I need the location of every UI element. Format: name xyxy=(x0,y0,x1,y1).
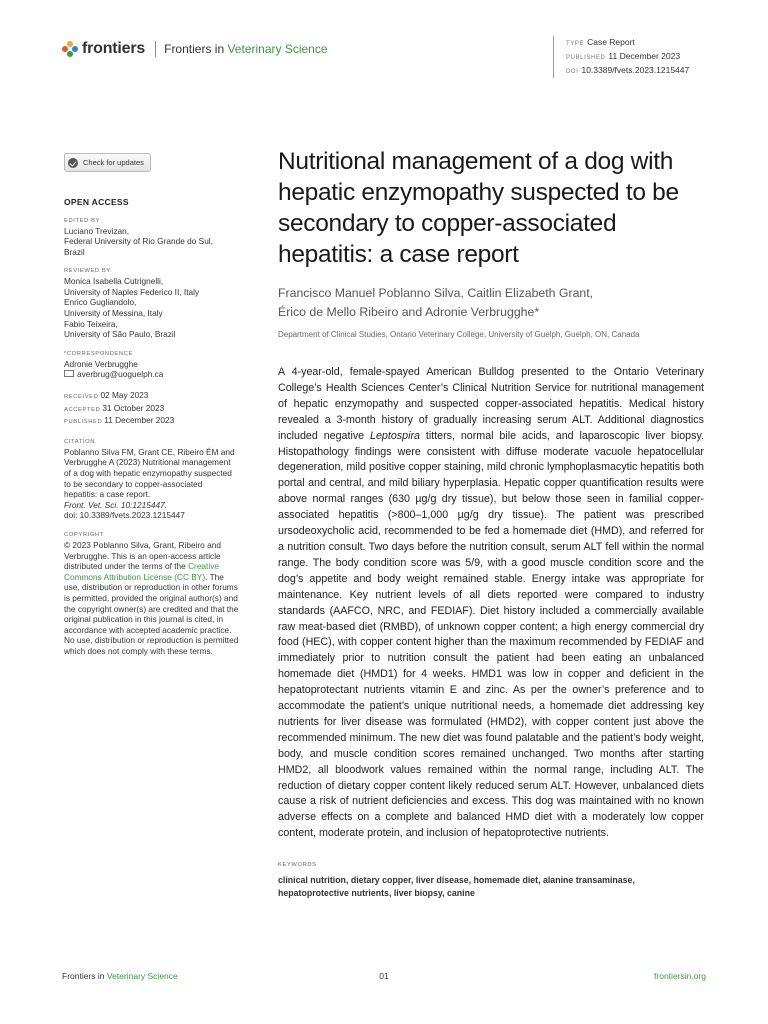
meta-doi[interactable]: DOI 10.3389/fvets.2023.1215447 xyxy=(566,65,690,75)
correspondence-label: *CORRESPONDENCE xyxy=(64,350,133,357)
received-date: RECEIVED 02 May 2023 xyxy=(64,390,149,401)
page-footer xyxy=(62,971,706,985)
reviewed-by-label: REVIEWED BY xyxy=(64,268,111,275)
keywords-label: KEYWORDS xyxy=(278,862,317,869)
keywords: clinical nutrition, dietary copper, liver disease, homemade diet, alanine transaminase, hepatoprotective nutrients, liver biopsy, canine xyxy=(278,875,635,899)
published-date: PUBLISHED 11 December 2023 xyxy=(64,415,175,426)
cc-license-link[interactable]: Creative Commons Attribution License (CC BY) xyxy=(64,561,219,582)
journal-name[interactable] xyxy=(164,42,327,56)
article-main xyxy=(278,146,704,900)
citation-label: CITATION xyxy=(64,438,95,445)
sidebar xyxy=(64,153,244,657)
edited-by-label: EDITED BY xyxy=(64,217,101,224)
abstract: A 4-year-old, female-spayed American Bulldog presented to the Ontario Veterinary College’s Health Sciences Center’s Clinical Nutrition Service for nutritional management of hepatic enzymopathy and suspected copper-associated hepatitis. Medical history revealed a 3-month history of gradually increasing serum ALT. Additional diagnostics included negative Leptospira titters, normal bile acids, and laparoscopic liver biopsy. Histopathology findings were consistent with diffuse moderate vacuole hepatocellular degeneration, mild positive copper staining, mild chronic lymphoplasmacytic hepatitis both portal and central, and mild biliary hyperplasia. Hepatic copper quantification results were above normal ranges (630 µg/g dry tissue), but below those seen in familial copper-associated hepatitis (>800–1,000 µg/g dry tissue). The patient was prescribed ursodeoxycholic acid, recommended to be fed a homemade diet (HMD), and referred for a nutrition consult. Two days before the nutrition consult, serum ALT fell within the normal range. The body condition score was 5/9, with a good muscle condition score and the dog’s appetite and body weight remained stable. Energy intake was appropriate for maintenance. Key nutrient levels of all diets reported were compared to industry standards (AAFCO, NRC, and FEDIAF). Diet history included a commercially available raw meat-based diet (RMBD), of unknown copper content; a high energy commercial dry food (HEC), with copper content higher than the maximum recommended by FEDIAF and immediately prior to nutrition consult the patient had been eating an unbalanced homemade diet (HMD1) for 4 weeks. HMD1 was low in copper and deficient in the hepatoprotectant nutrients vitamin E and zinc. As per the owner’s preference and to accommodate the patient’s unique nutritional needs, a homemade diet addressing key nutrients for liver disease was formulated (HMD2), with copper content just above the recommended minimum. The new diet was found palatable and the patient’s body weight, body, and muscle condition scores remained unchanged. Two months after starting HMD2, all bloodwork values remained within the normal range, including ALT. The reduction of dietary copper content likely reduced serum ALT. However, unbalanced diets cause a risk of nutrient deficiencies and excess. This dog was maintained with no known adverse effects on a complete and balanced HMD diet with a moderately low copper content, moderate protein, and inclusion of hepatoprotective nutrients. xyxy=(278,366,704,840)
edited-by: Luciano Trevizan, Federal University of Rio Grande do Sul, Brazil xyxy=(64,225,213,257)
frontiers-logo[interactable] xyxy=(62,40,328,58)
page-number: 01 xyxy=(379,971,389,981)
copyright: © 2023 Poblanno Silva, Grant, Ribeiro and Verbrugghe. This is an open-access article distributed under the terms of the Creative Commons Attribution License (CC BY). The use, distribution or reproduction in other forums is permitted, provided the original author(s) and the copyright owner(s) are credited and that the original publication in this journal is cited, in accordance with accepted academic practice. No use, distribution or reproduction is permitted which does not comply with these terms. xyxy=(64,539,239,656)
footer-journal[interactable]: Frontiers in Veterinary Science xyxy=(62,971,178,981)
journal-suffix: Veterinary Science xyxy=(227,42,328,56)
footer-site-link[interactable]: frontiersin.org xyxy=(654,971,706,981)
citation: Poblanno Silva FM, Grant CE, Ribeiro ÉM and Verbrugghe A (2023) Nutritional management of a dog with hepatic enzymopathy suspected to be secondary to copper-associated hepatitis: a case report. Front. Vet. Sci. 10:1215447. doi: 10.3389/fvets.2023.1215447 xyxy=(64,446,235,521)
correspondence-email[interactable]: averbrug@uoguelph.ca xyxy=(64,369,244,380)
frontiers-logo-icon xyxy=(62,41,78,57)
journal-prefix: Frontiers in xyxy=(164,42,228,56)
copyright-label: COPYRIGHT xyxy=(64,531,104,538)
dates xyxy=(64,390,244,428)
article-title: Nutritional management of a dog with hepatic enzymopathy suspected to be secondary to copper-associated hepatitis: a case report xyxy=(278,148,679,268)
meta-type: TYPE Case Report xyxy=(566,37,635,47)
envelope-icon xyxy=(64,370,74,377)
open-access-label: OPEN ACCESS xyxy=(64,196,129,207)
article-meta xyxy=(553,36,706,78)
accepted-date: ACCEPTED 31 October 2023 xyxy=(64,402,165,413)
authors: Francisco Manuel Poblanno Silva, Caitlin Elizabeth Grant, Érico de Mello Ribeiro and Adronie Verbrugghe* xyxy=(278,286,594,319)
page-header xyxy=(62,36,706,80)
check-icon xyxy=(68,158,78,168)
check-for-updates-button[interactable]: Check for updates xyxy=(64,153,151,172)
logo-text: frontiers xyxy=(82,40,146,57)
meta-published: PUBLISHED 11 December 2023 xyxy=(566,51,681,61)
affiliation: Department of Clinical Studies, Ontario Veterinary College, University of Guelph, Guelph, ON, Canada xyxy=(278,330,640,339)
logo-divider xyxy=(155,41,156,57)
reviewed-by: Monica Isabella Cutrignelli, University of Naples Federico II, Italy Enrico Gugliandolo, University of Messina, Italy Fabio Teixeira, University of São Paulo, Brazil xyxy=(64,276,200,340)
correspondence: Adronie Verbrugghe averbrug@uoguelph.ca xyxy=(64,359,244,380)
